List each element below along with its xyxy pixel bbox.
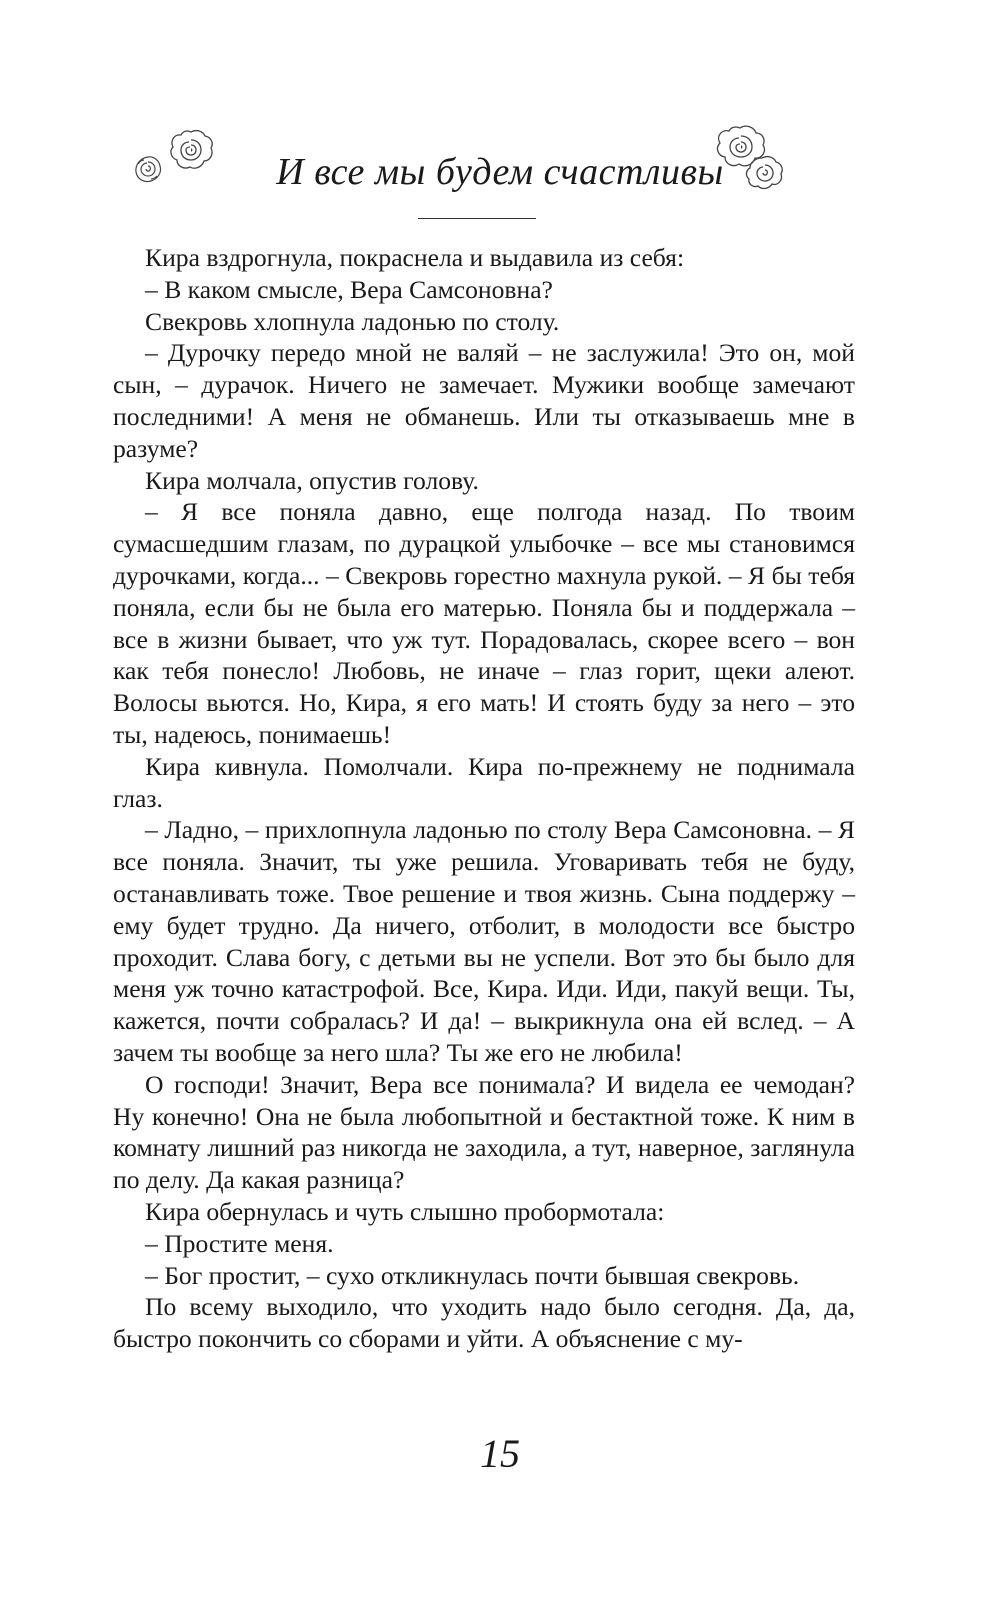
paragraph: По всему выходило, что уходить надо было сегодня. Да, да, быстро покончить со сборами и уйти. А объяснение с му-	[113, 1292, 855, 1354]
body-text	[113, 242, 855, 1355]
paragraph: – Простите меня.	[145, 1228, 334, 1258]
paragraph: – Ладно, – прихлопнула ладонью по столу Вера Самсоновна. – Я все поняла. Значит, ты уже решила. Уговаривать тебя не буду, останавливать тоже. Твое решение и твоя жизнь. Сына поддержу – ему будет трудно. Да ничего, отболит, в молодости все быстро проходит. Слава богу, с детьми вы не успели. Вот это бы было для меня уж точно катастрофой. Все, Кира. Иди. Иди, пакуй вещи. Ты, кажется, почти собралась? И да! – выкрикнула она ей вслед. – А зачем ты вообще за него шла? Ты же его не любила!	[113, 815, 855, 1067]
rose-ornament-icon	[710, 124, 786, 190]
paragraph: – Я все поняла давно, еще полгода назад. По твоим сумасшедшим глазам, по дурацкой улыбочке – все мы становимся дурочками, когда... – Свекровь горестно махнула рукой. – Я бы тебя поняла, если бы не была его матерью. Поняла бы и поддержала – все в жизни бывает, что уж тут. Порадовалась, скорее всего – вон как тебя понесло! Любовь, не иначе – глаз горит, щеки алеют. Волосы вьются. Но, Кира, я его мать! И стоять буду за него – это ты, надеюсь, понимаешь!	[113, 497, 855, 749]
paragraph: – Дурочку передо мной не валяй – не заслужила! Это он, мой сын, – дурачок. Ничего не замечает. Мужики вообще замечают последними! А меня не обманешь. Или ты отказываешь мне в разуме?	[113, 338, 855, 463]
paragraph: Кира кивнула. Помолчали. Кира по-прежнему не поднимала глаз.	[113, 751, 855, 813]
page-number: 15	[480, 1431, 520, 1476]
paragraph: – В каком смысле, Вера Самсоновна?	[145, 274, 553, 304]
paragraph: Свекровь хлопнула ладонью по столу.	[145, 306, 560, 336]
paragraph: Кира обернулась и чуть слышно пробормотала:	[145, 1196, 665, 1226]
paragraph: О господи! Значит, Вера все понимала? И видела ее чемодан? Ну конечно! Она не была любопытной и бестактной тоже. К ним в комнату лишний раз никогда не заходила, а тут, наверное, заглянула по делу. Да какая разница?	[113, 1069, 855, 1195]
running-title: И все мы будем счастливы	[276, 151, 724, 193]
running-header	[0, 120, 1000, 230]
paragraph: Кира вздрогнула, покраснела и выдавила из себя:	[145, 243, 685, 272]
paragraph: – Бог простит, – сухо откликнулась почти бывшая свекровь.	[145, 1260, 800, 1290]
paragraph: Кира молчала, опустив голову.	[145, 465, 479, 495]
header-divider	[418, 218, 536, 219]
